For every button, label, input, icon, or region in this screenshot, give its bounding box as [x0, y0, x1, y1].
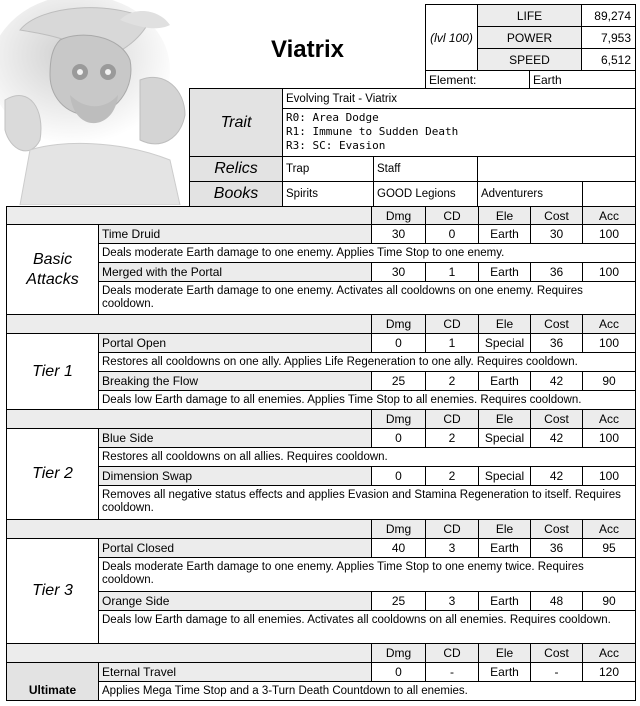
col-dmg-header: Dmg [371, 409, 426, 429]
section-header-bar [6, 206, 372, 225]
hero-name: Viatrix [271, 36, 344, 63]
ability-cd: 2 [425, 371, 479, 391]
col-ele-header: Ele [478, 519, 531, 539]
col-acc-header: Acc [582, 409, 636, 429]
ability-cd: 1 [425, 262, 479, 282]
section-header-bar [6, 314, 372, 334]
ability-acc: 100 [582, 224, 636, 244]
ability-cost: 42 [530, 428, 583, 448]
trait-name: Evolving Trait - Viatrix [282, 88, 636, 109]
col-dmg-header: Dmg [371, 206, 426, 225]
ability-description: Applies Mega Time Stop and a 3-Turn Death Countdown to all enemies. [98, 681, 636, 701]
col-cd-header: CD [425, 409, 479, 429]
relic-item: Staff [373, 156, 478, 182]
ability-dmg: 30 [371, 224, 426, 244]
ability-ele: Earth [478, 591, 531, 611]
section-title-tier-3: Tier 3 [6, 538, 99, 644]
ability-acc: 90 [582, 591, 636, 611]
section-title-line: Attacks [26, 270, 79, 288]
section-header-bar [6, 409, 372, 429]
ability-cd: 1 [425, 333, 479, 353]
ability-acc: 100 [582, 333, 636, 353]
col-ele-header: Ele [478, 643, 531, 663]
section-title-tier-2: Tier 2 [6, 428, 99, 520]
col-ele-header: Ele [478, 314, 531, 334]
ability-cost: 42 [530, 466, 583, 486]
ability-name: Orange Side [98, 591, 372, 611]
col-dmg-header: Dmg [371, 314, 426, 334]
col-ele-header: Ele [478, 206, 531, 225]
ability-cost: 42 [530, 371, 583, 391]
ability-acc: 100 [582, 466, 636, 486]
stat-power-value: 7,953 [581, 26, 636, 49]
element-value: Earth [529, 70, 636, 89]
ability-cost: 36 [530, 262, 583, 282]
ability-name: Portal Open [98, 333, 372, 353]
col-dmg-header: Dmg [371, 519, 426, 539]
ability-name: Portal Closed [98, 538, 372, 558]
stat-life-value: 89,274 [581, 4, 636, 27]
element-label: Element: [425, 70, 530, 89]
ability-cd: 2 [425, 428, 479, 448]
section-header-bar [6, 643, 372, 663]
col-dmg-header: Dmg [371, 643, 426, 663]
ability-acc: 120 [582, 662, 636, 682]
ability-description: Deals moderate Earth damage to one enemy. Activates all cooldowns on one enemy. Requires cooldown. [98, 281, 636, 315]
hero-level: (lvl 100) [425, 4, 478, 71]
ability-cost: - [530, 662, 583, 682]
ability-description: Deals moderate Earth damage to one enemy. Applies Time Stop to one enemy. [98, 243, 636, 263]
ability-ele: Earth [478, 662, 531, 682]
ability-description: Restores all cooldowns on all allies. Requires cooldown. [98, 447, 636, 467]
ability-dmg: 30 [371, 262, 426, 282]
ability-description: Restores all cooldowns on one ally. Applies Life Regeneration to one ally. Requires cooldown. [98, 352, 636, 372]
ability-dmg: 0 [371, 428, 426, 448]
ability-dmg: 25 [371, 371, 426, 391]
stat-life-label: LIFE [477, 4, 582, 27]
ability-name: Time Druid [98, 224, 372, 244]
books-label: Books [189, 181, 283, 207]
section-title-basic-attacks [6, 224, 99, 315]
ability-cd: - [425, 662, 479, 682]
book-item: Spirits [282, 181, 374, 207]
ability-dmg: 25 [371, 591, 426, 611]
ability-cd: 3 [425, 591, 479, 611]
hero-portrait [0, 0, 190, 205]
col-cd-header: CD [425, 314, 479, 334]
ability-dmg: 0 [371, 466, 426, 486]
col-acc-header: Acc [582, 314, 636, 334]
ability-cd: 3 [425, 538, 479, 558]
ability-ele: Earth [478, 224, 531, 244]
ability-cd: 0 [425, 224, 479, 244]
relics-label: Relics [189, 156, 283, 182]
trait-label: Trait [189, 88, 283, 157]
col-acc-header: Acc [582, 643, 636, 663]
stat-speed-label: SPEED [477, 48, 582, 71]
ability-description: Deals low Earth damage to all enemies. Applies Time Stop to all enemies. Requires cooldown. [98, 390, 636, 410]
ability-description: Removes all negative status effects and applies Evasion and Stamina Regeneration to itself. Requires cooldown. [98, 485, 636, 520]
col-cost-header: Cost [530, 409, 583, 429]
ability-cost: 30 [530, 224, 583, 244]
relic-empty [477, 156, 636, 182]
ability-name: Merged with the Portal [98, 262, 372, 282]
ability-ele: Special [478, 428, 531, 448]
trait-rank-line: R0: Area Dodge [286, 111, 379, 124]
trait-rank-line: R3: SC: Evasion [286, 139, 386, 152]
ability-cd: 2 [425, 466, 479, 486]
ability-acc: 100 [582, 428, 636, 448]
ability-ele: Earth [478, 538, 531, 558]
ability-ele: Special [478, 333, 531, 353]
ability-description: Deals moderate Earth damage to one enemy. Applies Time Stop to one enemy twice. Requires cooldown. [98, 557, 636, 592]
ability-description: Deals low Earth damage to all enemies. Activates all cooldowns on all enemies. Requires cooldown. [98, 610, 636, 644]
col-cd-header: CD [425, 206, 479, 225]
section-title-line: Basic [32, 250, 73, 268]
book-item: Adventurers [477, 181, 583, 207]
ability-ele: Earth [478, 262, 531, 282]
col-cost-header: Cost [530, 206, 583, 225]
ability-cost: 36 [530, 333, 583, 353]
col-cost-header: Cost [530, 643, 583, 663]
book-item: GOOD Legions [373, 181, 478, 207]
ability-ele: Special [478, 466, 531, 486]
ability-name: Dimension Swap [98, 466, 372, 486]
section-title-ultimate [6, 662, 99, 701]
trait-rank-line: R1: Immune to Sudden Death [286, 125, 459, 138]
col-cd-header: CD [425, 643, 479, 663]
ability-cost: 36 [530, 538, 583, 558]
section-header-bar [6, 519, 372, 539]
relic-item: Trap [282, 156, 374, 182]
stat-speed-value: 6,512 [581, 48, 636, 71]
stat-power-label: POWER [477, 26, 582, 49]
ability-dmg: 40 [371, 538, 426, 558]
ability-name: Breaking the Flow [98, 371, 372, 391]
col-acc-header: Acc [582, 206, 636, 225]
col-cost-header: Cost [530, 519, 583, 539]
col-cd-header: CD [425, 519, 479, 539]
book-empty [582, 181, 636, 207]
ability-name: Eternal Travel [98, 662, 372, 682]
ability-ele: Earth [478, 371, 531, 391]
ability-name: Blue Side [98, 428, 372, 448]
ability-dmg: 0 [371, 333, 426, 353]
col-ele-header: Ele [478, 409, 531, 429]
ability-dmg: 0 [371, 662, 426, 682]
trait-ranks [282, 108, 636, 157]
col-acc-header: Acc [582, 519, 636, 539]
ability-acc: 95 [582, 538, 636, 558]
col-cost-header: Cost [530, 314, 583, 334]
section-title-line: Ultimate [28, 683, 77, 697]
ability-acc: 90 [582, 371, 636, 391]
ability-cost: 48 [530, 591, 583, 611]
section-title-tier-1: Tier 1 [6, 333, 99, 410]
ability-acc: 100 [582, 262, 636, 282]
